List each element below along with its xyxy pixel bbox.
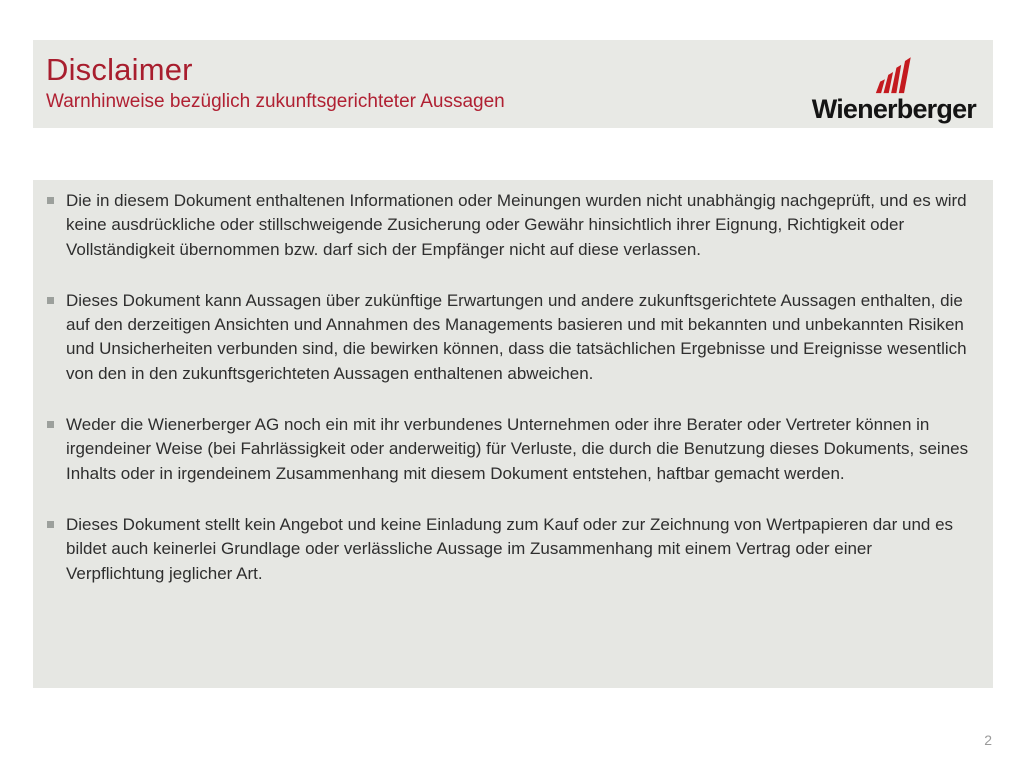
list-item bbox=[47, 413, 975, 486]
bullet-square-icon bbox=[47, 421, 54, 428]
bullet-text: Die in diesem Dokument enthaltenen Informationen oder Meinungen wurden nicht unabhängig nachgeprüft, und es wird keine ausdrückliche oder stillschweigende Zusicherung oder Gewähr hinsichtlich ihrer Eignung, Richtigkeit oder Vollständigkeit übernommen bzw. darf sich der Empfänger nicht auf diese verlassen. bbox=[66, 191, 967, 259]
list-item bbox=[47, 289, 975, 386]
bullet-square-icon bbox=[47, 297, 54, 304]
bullet-square-icon bbox=[47, 521, 54, 528]
bullet-square-icon bbox=[47, 197, 54, 204]
disclaimer-body-panel bbox=[33, 180, 993, 688]
bullet-text: Weder die Wienerberger AG noch ein mit ihr verbundenes Unternehmen oder ihre Berater oder Vertreter können in irgendeiner Weise (bei Fahrlässigkeit oder anderweitig) für Verluste, die durch die Benutzung dieses Dokuments, seines Inhalts oder in irgendeinem Zusammenhang mit diesem Dokument entstehen, haftbar gemacht werden. bbox=[66, 415, 969, 483]
list-item bbox=[47, 189, 975, 262]
company-logo bbox=[812, 40, 993, 128]
list-item bbox=[47, 513, 975, 586]
page-title: Disclaimer bbox=[46, 52, 193, 87]
page-subtitle: Warnhinweise bezüglich zukunftsgerichteter Aussagen bbox=[46, 90, 505, 112]
bullet-text: Dieses Dokument stellt kein Angebot und keine Einladung zum Kauf oder zur Zeichnung von Wertpapieren dar und es bildet auch keinerlei Grundlage oder verlässliche Aussage im Zusammenhang mit einem Vertrag oder einer Verpflichtung jeglicher Art. bbox=[66, 514, 954, 583]
logo-wordmark: Wienerberger bbox=[811, 94, 976, 124]
slide-header bbox=[33, 40, 993, 128]
wienerberger-bricks-icon bbox=[869, 51, 919, 95]
bullet-text: Dieses Dokument kann Aussagen über zukünftige Erwartungen und andere zukunftsgerichtete Aussagen enthalten, die auf den derzeitigen Ansichten und Annahmen des Managements basieren und mit bekannten und unbekannten Risiken und Unsicherheiten verbunden sind, die bewirken können, dass die tatsächlichen Ergebnisse und Ereignisse wesentlich von den in den zukunftsgerichteten Aussagen enthaltenen abweichen. bbox=[66, 290, 967, 383]
title-block bbox=[33, 40, 505, 128]
page-number: 2 bbox=[984, 732, 992, 748]
